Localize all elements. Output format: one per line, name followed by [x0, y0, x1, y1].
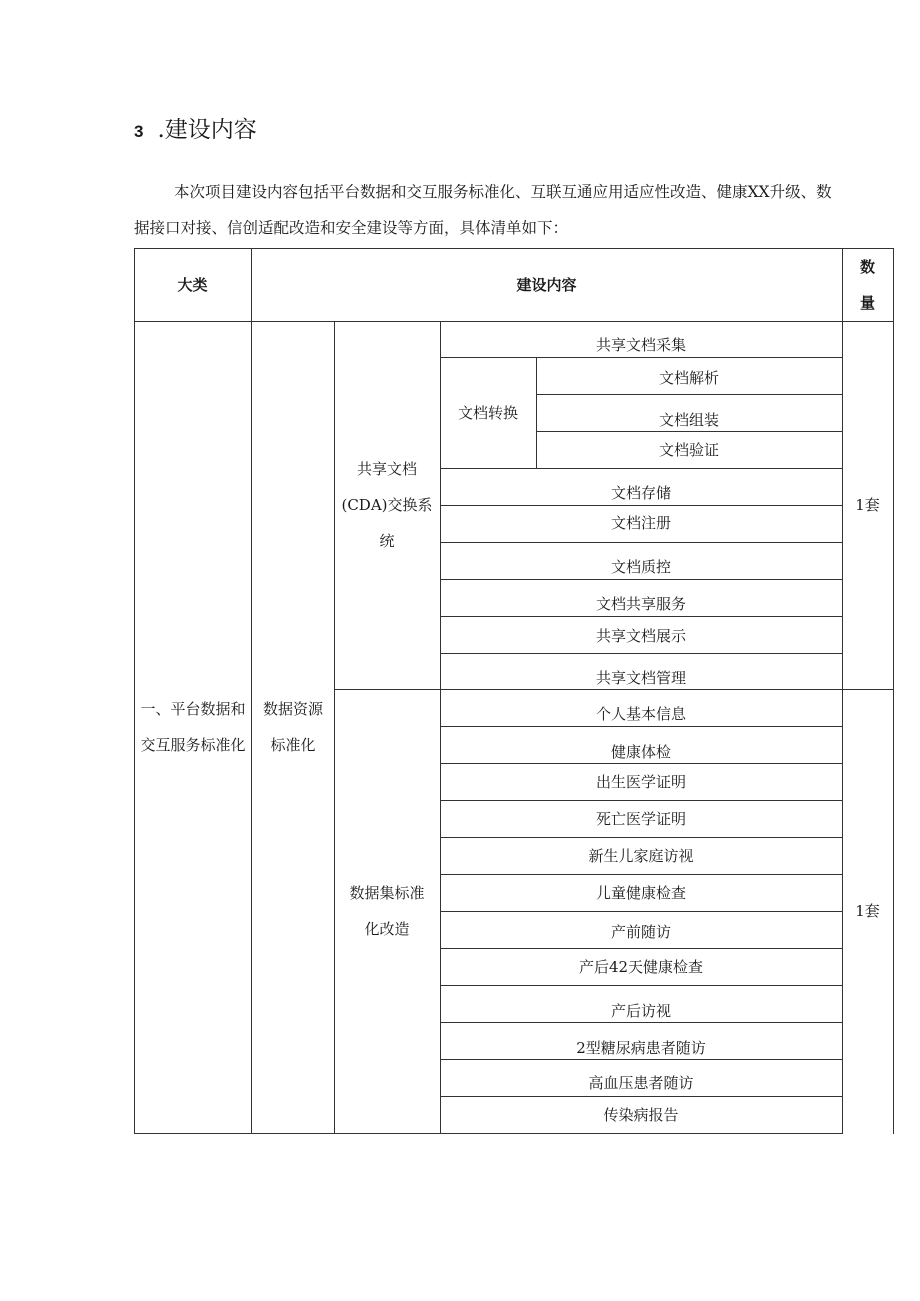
table-row-item: 产前随访	[610, 923, 671, 941]
row-line	[440, 948, 842, 949]
table-row-item: 传染病报告	[603, 1106, 679, 1124]
table-row-item: 共享文档展示	[595, 627, 686, 645]
row-line	[440, 800, 842, 801]
table-row-item: 死亡医学证明	[595, 810, 686, 828]
table-row-item: 共享文档采集	[595, 336, 686, 354]
col-line-6	[893, 248, 894, 1134]
table-row-item: 文档组装	[658, 411, 719, 429]
header-bottom-line	[134, 321, 894, 322]
row-line	[440, 542, 842, 543]
table-row-item: 产后访视	[610, 1002, 671, 1020]
group-name-dataset: 数据集标准化改造	[349, 884, 425, 938]
table-row-item: 产后42天健康检查	[578, 958, 704, 976]
col-line-2	[334, 321, 335, 1134]
row-line	[440, 874, 842, 875]
table-row-item: 2型糖尿病患者随访	[576, 1039, 706, 1057]
row-line	[440, 468, 842, 469]
intro-paragraph-line-2: 据接口对接、信创适配改造和安全建设等方面，具体清单如下：	[134, 219, 569, 237]
table-row-item: 个人基本信息	[595, 705, 686, 723]
intro-paragraph-line-1: 本次项目建设内容包括平台数据和交互服务标准化、互联互通应用适应性改造、健康XX升级、数	[174, 183, 832, 201]
header-category: 大类	[177, 275, 208, 294]
table-row-item: 文档验证	[658, 441, 719, 459]
row-line	[440, 911, 842, 912]
table-row-item: 文档存储	[610, 484, 671, 502]
table-row-item: 出生医学证明	[595, 773, 686, 791]
quantity-dataset: 1套	[855, 902, 880, 920]
subcategory-cell: 数据资源标准化	[262, 700, 323, 754]
header-quantity-line-1: 数	[859, 258, 875, 276]
table-row-item: 儿童健康检查	[595, 884, 686, 902]
table-row-item: 文档注册	[610, 514, 671, 532]
row-line	[440, 653, 842, 654]
table-row-item: 文档共享服务	[595, 595, 686, 613]
quantity-cda: 1套	[855, 496, 880, 514]
section-title: .建设内容	[157, 117, 257, 143]
group-name-cda: 共享文档(CDA)交换系统	[341, 460, 433, 550]
header-quantity-line-2: 量	[859, 294, 875, 312]
col-line-0	[134, 248, 135, 1134]
row-line	[440, 837, 842, 838]
category-cell: 一、平台数据和交互服务标准化	[140, 700, 246, 754]
table-border-bottom	[134, 1133, 842, 1134]
table-row-item: 文档转换	[457, 403, 518, 422]
table-row-item: 文档质控	[610, 558, 671, 576]
row-line	[440, 985, 842, 986]
section-number: 3	[134, 122, 144, 141]
row-line	[536, 394, 842, 395]
header-content: 建设内容	[516, 275, 577, 294]
table-row-item: 高血压患者随访	[588, 1074, 694, 1092]
table-row-item: 共享文档管理	[595, 669, 686, 687]
table-row-item: 健康体检	[610, 743, 671, 761]
table-row-item: 新生儿家庭访视	[588, 847, 694, 865]
table-row-item: 文档解析	[658, 369, 719, 387]
col-line-1	[251, 248, 252, 1134]
